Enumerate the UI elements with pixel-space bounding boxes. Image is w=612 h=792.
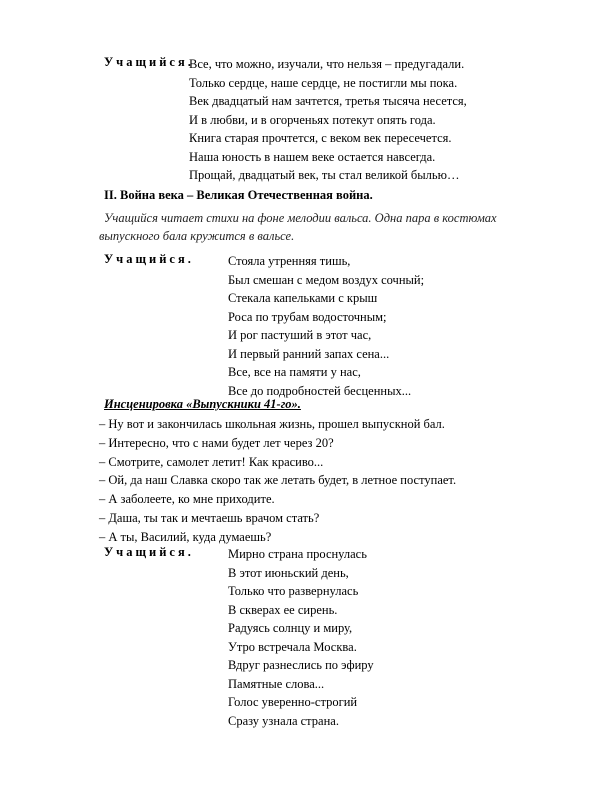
poem-line: Все, все на памяти у нас,: [228, 365, 361, 379]
speaker-label: Учащийся.: [104, 252, 194, 266]
poem-line: В этот июньский день,: [228, 565, 349, 580]
speaker-label: Учащийся.: [104, 55, 194, 69]
poem-line: Только сердце, наше сердце, не постигли мы пока.: [189, 75, 458, 90]
stage-direction-line-1: Учащийся читает стихи на фоне мелодии вальса. Одна пара в костюмах: [104, 211, 497, 225]
dialogue-line: – Даша, ты так и мечтаешь врачом стать?: [99, 510, 320, 525]
poem-line: И первый ранний запах сена...: [228, 346, 390, 361]
stage-direction: [99, 209, 572, 245]
poem-line: Вдруг разнеслись по эфиру: [228, 658, 374, 672]
poem-line: Памятные слова...: [228, 676, 325, 691]
poem-stanza-2: [228, 252, 424, 400]
poem-line: Книга старая прочтется, с веком век пересечется.: [189, 131, 452, 145]
dialogue-line: – Смотрите, самолет летит! Как красиво...: [99, 454, 324, 469]
poem-line: Стояла утренняя тишь,: [228, 254, 351, 268]
poem-line: В скверах ее сирень.: [228, 602, 338, 617]
dialogue-line: – Интересно, что с нами будет лет через 20?: [99, 435, 334, 450]
poem-line: Радуясь солнцу и миру,: [228, 621, 353, 635]
poem-line: Был смешан с медом воздух сочный;: [228, 272, 425, 287]
poem-line: Все до подробностей бесценных...: [228, 383, 412, 398]
poem-line: Стекала капельками с крыш: [228, 291, 378, 305]
poem-line: Только что развернулась: [228, 584, 359, 598]
poem-line: Все, что можно, изучали, что нельзя – предугадали.: [189, 57, 465, 71]
speaker-label: Учащийся.: [104, 545, 194, 559]
stage-direction-line-2: выпускного бала кружится в вальсе.: [99, 229, 295, 243]
poem-stanza-3: [228, 545, 374, 730]
dialogue-line: – А ты, Василий, куда думаешь?: [99, 529, 272, 544]
poem-line: Голос уверенно-строгий: [228, 695, 358, 709]
poem-line: Век двадцатый нам зачтется, третья тысяча несется,: [189, 94, 467, 108]
poem-line: Роса по трубам водосточным;: [228, 309, 387, 324]
poem-line: Утро встречала Москва.: [228, 639, 357, 654]
dialogue-line: – Ой, да наш Славка скоро так же летать будет, в летное поступает.: [99, 473, 457, 488]
dialogue-line: – А заболеете, ко мне приходите.: [99, 492, 275, 507]
poem-line: Наша юность в нашем веке остается навсегда.: [189, 149, 436, 164]
dialogue-list: [99, 415, 456, 547]
poem-stanza-1: [189, 55, 467, 185]
poem-line: И рог пастуший в этот час,: [228, 328, 372, 342]
section-heading: II. Война века – Великая Отечественная война.: [104, 188, 373, 202]
poem-line: Прощай, двадцатый век, ты стал великой былью…: [189, 168, 460, 182]
scene-title: Инсценировка «Выпускники 41-го».: [104, 397, 301, 411]
dialogue-line: – Ну вот и закончилась школьная жизнь, прошел выпускной бал.: [99, 417, 445, 431]
poem-line: Мирно страна проснулась: [228, 547, 367, 561]
poem-line: И в любви, и в огорченьях потекут опять года.: [189, 112, 436, 127]
poem-line: Сразу узнала страна.: [228, 713, 339, 728]
